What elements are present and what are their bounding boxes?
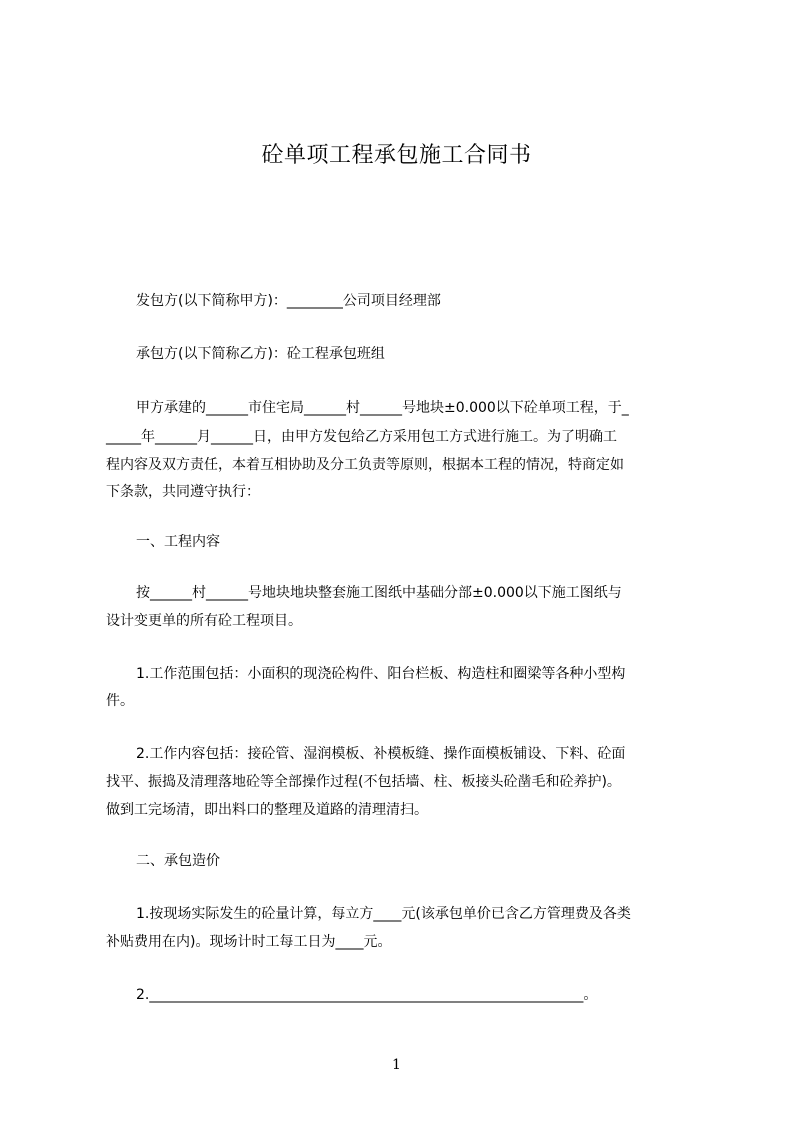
intro-line: 下条款，共同遵守执行： <box>106 484 260 500</box>
intro-line: _____年______月______日，由甲方发包给乙方采用包工方式进行施工。为了明确工 <box>106 429 617 445</box>
intro-line: 程内容及双方责任，本着互相协助及分工负责等原则，根据本工程的情况，特商定如 <box>106 457 624 473</box>
intro-line: 甲方承建的______市住宅局______村______号地块±0.000以下砼单项工程，于_ <box>136 400 629 416</box>
page-number: 1 <box>392 1057 401 1073</box>
section-heading: 二、承包造价 <box>136 853 220 869</box>
list-item-line: 做到工完场清，即出料口的整理及道路的清理清扫。 <box>106 802 428 818</box>
party-a-line: 发包方(以下简称甲方)：________公司项目经理部 <box>136 293 441 309</box>
list-item-line: 件。 <box>106 693 134 709</box>
section-heading: 一、工程内容 <box>136 534 220 550</box>
party-b-line: 承包方(以下简称乙方)：砼工程承包班组 <box>136 346 385 362</box>
list-item-line: 找平、振捣及清理落地砼等全部操作过程(不包括墙、柱、板接头砼凿毛和砼养护)。 <box>106 774 621 790</box>
page-title: 砼单项工程承包施工合同书 <box>261 143 532 168</box>
paragraph-line: 设计变更单的所有砼工程项目。 <box>106 613 302 629</box>
list-item-line: 1.按现场实际发生的砼量计算，每立方____元(该承包单价已含乙方管理费及各类 <box>136 906 631 922</box>
list-item-line: 2.工作内容包括：接砼管、湿润模板、补模板缝、操作面模板铺设、下料、砼面 <box>136 746 626 762</box>
paragraph-line: 按______村______号地块地块整套施工图纸中基础分部±0.000以下施工图纸与 <box>136 585 622 601</box>
list-item-line: 1.工作范围包括：小面积的现浇砼构件、阳台栏板、构造柱和圈梁等各种小型构 <box>136 666 626 682</box>
list-item-line: 补贴费用在内)。现场计时工每工日为____元。 <box>106 934 392 950</box>
list-item-line: 2.______________________________________________________________。 <box>136 987 598 1003</box>
